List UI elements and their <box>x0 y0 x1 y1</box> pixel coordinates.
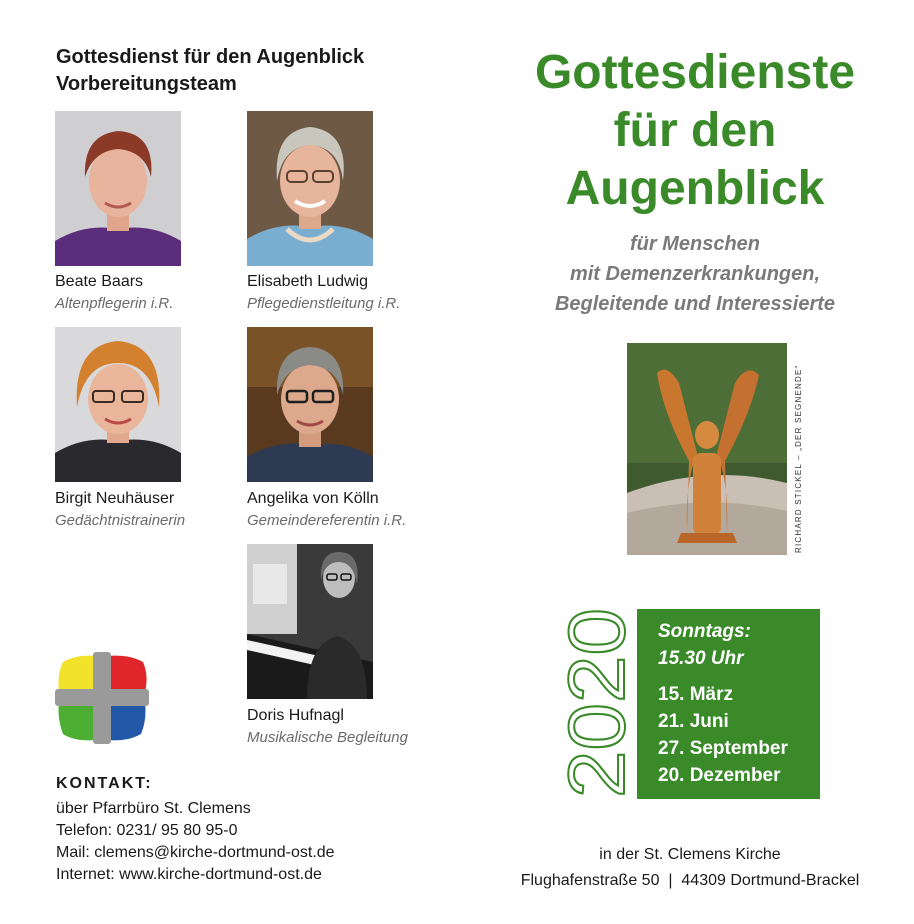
main-title <box>495 44 895 218</box>
member-name: Doris Hufnagl <box>247 707 344 724</box>
subtitle <box>495 229 895 319</box>
schedule-box <box>637 609 820 799</box>
year <box>552 606 641 800</box>
contact-phone: Telefon: 0231/ 95 80 95-0 <box>56 822 238 839</box>
sculpture-photo <box>627 343 787 555</box>
member-role: Pflegedienstleitung i.R. <box>247 295 401 312</box>
member-name: Angelika von Kölln <box>247 490 379 507</box>
schedule-date: 27. September <box>658 738 788 759</box>
photo-angelika-von-koelln <box>247 327 373 482</box>
member-name: Birgit Neuhäuser <box>55 490 175 507</box>
subtitle-line3: Begleitende und Interessierte <box>554 293 836 315</box>
member-name: Elisabeth Ludwig <box>247 273 368 290</box>
contact-website: Internet: www.kirche-dortmund-ost.de <box>56 866 322 883</box>
contact-heading: KONTAKT: <box>56 775 153 792</box>
member-role: Gemeindereferentin i.R. <box>247 512 407 529</box>
main-title-line1: Gottesdienste <box>534 46 856 99</box>
image-credit <box>791 343 805 555</box>
photo-birgit-neuhaeuser <box>55 327 181 482</box>
main-title-line3: Augenblick <box>565 162 825 215</box>
parish-logo <box>55 652 149 744</box>
location-address: Flughafenstraße 50 | 44309 Dortmund-Brackel <box>520 872 860 889</box>
location <box>470 842 910 894</box>
member-role: Gedächtnistrainerin <box>55 512 186 529</box>
schedule-date: 21. Juni <box>658 711 729 732</box>
contact-office: über Pfarrbüro St. Clemens <box>56 800 251 817</box>
member-name: Beate Baars <box>55 273 144 290</box>
main-title-line2: für den <box>613 104 777 157</box>
member-role: Altenpflegerin i.R. <box>55 295 174 312</box>
image-credit-text: RICHARD STICKEL – „DER SEGNENDE“ <box>794 364 803 553</box>
subtitle-line2: mit Demenzerkrankungen, <box>569 263 821 285</box>
location-church: in der St. Clemens Kirche <box>599 846 781 863</box>
team-heading-line1: Gottesdienst für den Augenblick <box>56 46 365 68</box>
contact-mail: Mail: clemens@kirche-dortmund-ost.de <box>56 844 335 861</box>
year-text: 2020 <box>552 620 641 798</box>
photo-doris-hufnagl <box>247 544 373 699</box>
team-heading <box>56 44 476 98</box>
schedule-date: 15. März <box>658 684 733 705</box>
schedule-date: 20. Dezember <box>658 765 781 786</box>
schedule-day: Sonntags: <box>658 621 751 642</box>
member-role: Musikalische Begleitung <box>247 729 408 746</box>
schedule-time: 15.30 Uhr <box>658 648 744 669</box>
photo-elisabeth-ludwig <box>247 111 373 266</box>
photo-beate-baars <box>55 111 181 266</box>
subtitle-line1: für Menschen <box>629 233 761 255</box>
team-heading-line2: Vorbereitungsteam <box>56 73 237 95</box>
